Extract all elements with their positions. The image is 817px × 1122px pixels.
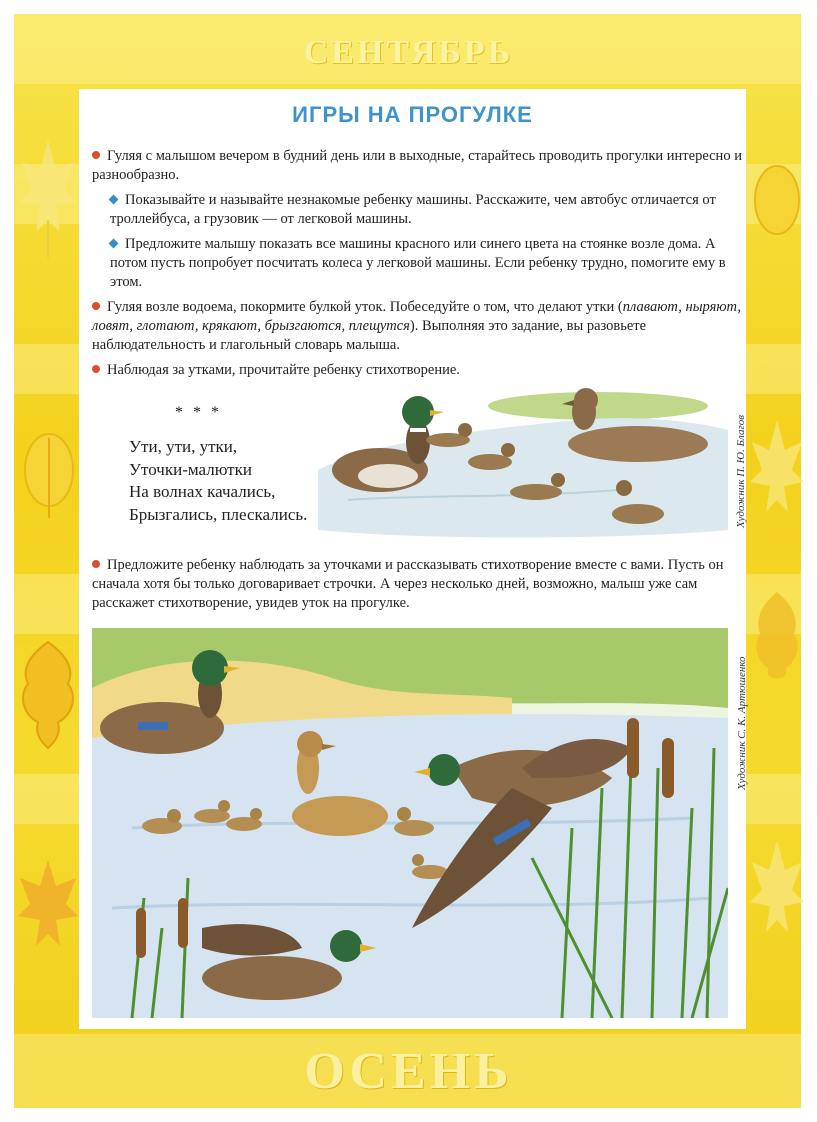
poem-line: Брызгались, плескались. — [129, 504, 308, 524]
diamond-bullet-icon — [109, 195, 119, 205]
leaf-sprig-right-icon — [750, 840, 804, 950]
poem-line: Уточки-малютки — [129, 459, 252, 479]
paragraph-ducks: Гуляя возле водоема, покормите булкой уток. Побеседуйте о том, что делают утки (плавают, ныряют, ловят, глотают, крякают, брызгаются, плещутся). Выполняя это задание, вы разовьете наблюдательность и глагольный словарь малыша. — [92, 299, 741, 353]
bullet-icon — [92, 560, 100, 568]
bullet-icon — [92, 151, 100, 159]
bullet-icon — [92, 302, 100, 310]
maple-leaf-icon — [20, 140, 76, 260]
maple-leaf-orange-icon — [18, 860, 78, 950]
paragraph-poem-intro: Наблюдая за утками, прочитайте ребенку стихотворение. — [92, 361, 742, 380]
bullet-icon — [92, 365, 100, 373]
poem — [129, 436, 307, 526]
season-heading: ОСЕНЬ — [304, 1043, 513, 1100]
oak-leaf-right-icon — [752, 590, 802, 680]
leaf-right-icon — [752, 160, 802, 250]
diamond-bullet-icon — [109, 239, 119, 249]
ducks-reeds-illustration — [92, 628, 728, 1018]
paragraph-cars: Показывайте и называйте незнакомые ребенку машины. Расскажите, чем автобус отличается от троллейбуса, а грузовик — от легковой машины. — [110, 192, 716, 227]
ducks-on-pond-illustration — [318, 380, 728, 540]
illustration-credit: Художник П. Ю. Благов — [735, 414, 747, 528]
month-heading: СЕНТЯБРЬ — [303, 34, 514, 71]
poem-line: На волнах качались, — [129, 482, 276, 501]
article-title: ИГРЫ НА ПРОГУЛКЕ — [292, 102, 533, 127]
poem-stars: * * * — [175, 404, 222, 421]
paragraph-colors: Предложите малышу показать все машины красного или синего цвета на стоянке возле дома. А потом пусть попробует посчитать колеса у легковой машины. Если ребенку трудно, помогите ему в этом. — [110, 236, 726, 290]
poem-line: Ути, ути, утки, — [129, 437, 238, 456]
paragraph-observe: Предложите ребенку наблюдать за уточками и рассказывать стихотворение вместе с вами. Пусть он сначала хотя бы только договаривает строчки. А через несколько дней, возможно, малыш уже сам расскажет стихотворение, увидев уток на прогулке. — [92, 557, 724, 611]
paragraph-walk: Гуляя с малышом вечером в будний день или в выходные, старайтесь проводить прогулки интересно и разнообразно. — [92, 148, 742, 183]
maple-leaf-right-icon — [750, 420, 804, 540]
oak-leaf-icon — [18, 640, 78, 750]
leaf-icon — [22, 430, 76, 520]
illustration-credit: Художник С. К. Артюшенко — [736, 656, 748, 790]
